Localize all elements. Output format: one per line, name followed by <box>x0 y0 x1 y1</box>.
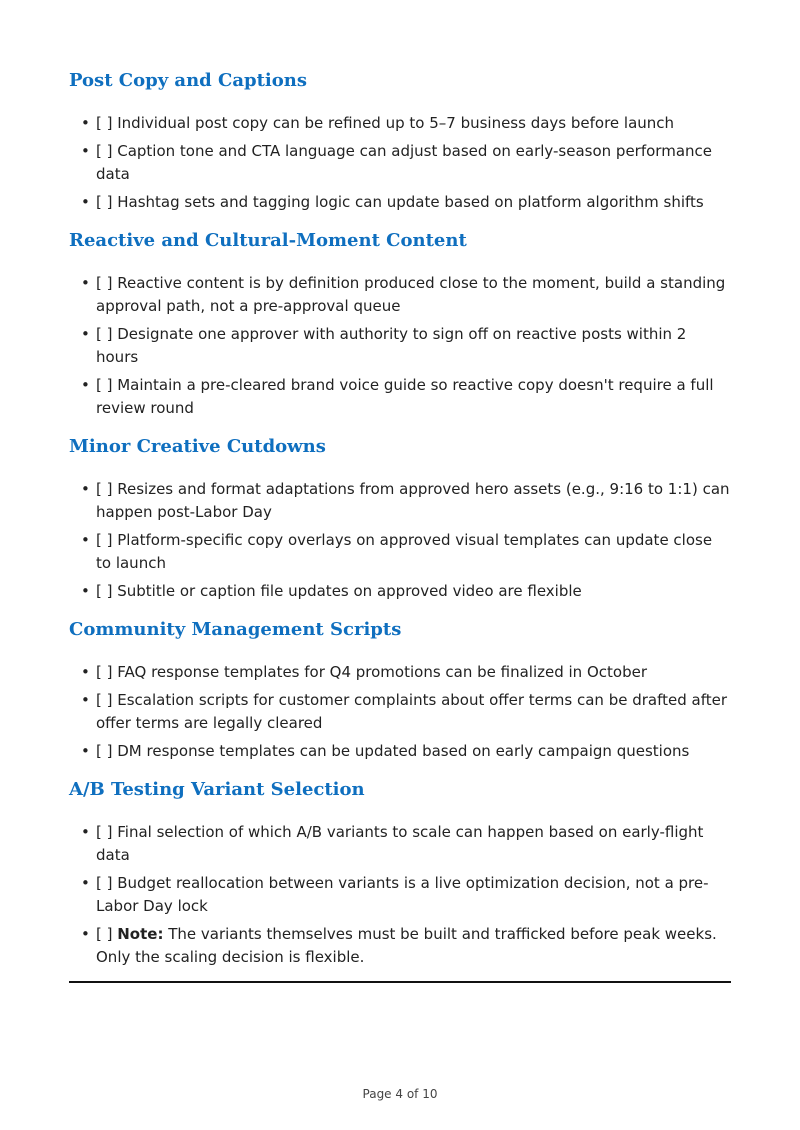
checklist-item <box>69 689 731 735</box>
checklist-item <box>69 661 731 684</box>
checklist-item <box>69 140 731 186</box>
bullet: • <box>81 531 90 549</box>
checklist-item <box>69 529 731 575</box>
checklist-item-text: [ ] Maintain a pre-cleared brand voice guide so reactive copy doesn't require a full review round <box>96 376 714 417</box>
checklist-item-text: [ ] Designate one approver with authority to sign off on reactive posts within 2 hours <box>96 325 687 366</box>
bullet: • <box>81 823 90 841</box>
horizontal-rule <box>69 981 731 983</box>
checklist-item <box>69 191 731 214</box>
bullet: • <box>81 376 90 394</box>
checklist-item-text: [ ] Subtitle or caption file updates on approved video are flexible <box>96 582 582 600</box>
checklist-item-text: [ ] Resizes and format adaptations from approved hero assets (e.g., 9:16 to 1:1) can happen post-Labor Day <box>96 480 730 521</box>
bullet: • <box>81 193 90 211</box>
checklist-item <box>69 580 731 603</box>
checkbox-marker: [ ] <box>96 925 118 943</box>
bullet: • <box>81 663 90 681</box>
checklist-item-text: [ ] DM response templates can be updated based on early campaign questions <box>96 742 690 760</box>
checklist-item-text: [ ] Hashtag sets and tagging logic can update based on platform algorithm shifts <box>96 193 704 211</box>
bullet: • <box>81 874 90 892</box>
document-body <box>69 66 731 983</box>
section-heading-post-copy: Post Copy and Captions <box>69 70 307 91</box>
bullet: • <box>81 114 90 132</box>
checklist-item <box>69 821 731 867</box>
section-heading-ab-testing: A/B Testing Variant Selection <box>69 779 365 800</box>
checklist-item-text: [ ] Caption tone and CTA language can adjust based on early-season performance data <box>96 142 712 183</box>
page-number: Page 4 of 10 <box>362 1087 438 1101</box>
checklist-reactive-content <box>69 272 731 420</box>
checklist-item <box>69 478 731 524</box>
bullet: • <box>81 691 90 709</box>
bullet: • <box>81 142 90 160</box>
checklist-community-scripts <box>69 661 731 763</box>
checklist-ab-testing <box>69 821 731 969</box>
checklist-item <box>69 323 731 369</box>
checklist-item-text: [ ] Individual post copy can be refined up to 5–7 business days before launch <box>96 114 675 132</box>
checklist-item <box>69 112 731 135</box>
checklist-item <box>69 374 731 420</box>
bullet: • <box>81 480 90 498</box>
checklist-item <box>69 872 731 918</box>
checklist-item-text: [ ] Reactive content is by definition produced close to the moment, build a standing approval path, not a pre-approval queue <box>96 274 726 315</box>
section-heading-community-scripts: Community Management Scripts <box>69 619 402 640</box>
checklist-item-note <box>69 923 731 969</box>
checklist-post-copy <box>69 112 731 214</box>
checklist-item-text: [ ] Escalation scripts for customer complaints about offer terms can be drafted after offer terms are legally cleared <box>96 691 728 732</box>
bullet: • <box>81 325 90 343</box>
checklist-item-text: [ ] Final selection of which A/B variants to scale can happen based on early-flight data <box>96 823 704 864</box>
section-heading-reactive-content: Reactive and Cultural-Moment Content <box>69 230 467 251</box>
section-heading-creative-cutdowns: Minor Creative Cutdowns <box>69 436 326 457</box>
checklist-item-text: [ ] Budget reallocation between variants is a live optimization decision, not a pre-Labor Day lock <box>96 874 709 915</box>
checklist-item-text: [ ] Platform-specific copy overlays on approved visual templates can update close to launch <box>96 531 713 572</box>
bullet: • <box>81 925 90 943</box>
checklist-creative-cutdowns <box>69 478 731 603</box>
checklist-item <box>69 272 731 318</box>
bullet: • <box>81 582 90 600</box>
checklist-item-text: [ ] FAQ response templates for Q4 promotions can be finalized in October <box>96 663 647 681</box>
bullet: • <box>81 742 90 760</box>
note-text: The variants themselves must be built and trafficked before peak weeks. Only the scaling decision is flexible. <box>96 925 722 966</box>
note-label: Note: <box>117 925 164 943</box>
checklist-item <box>69 740 731 763</box>
bullet: • <box>81 274 90 292</box>
